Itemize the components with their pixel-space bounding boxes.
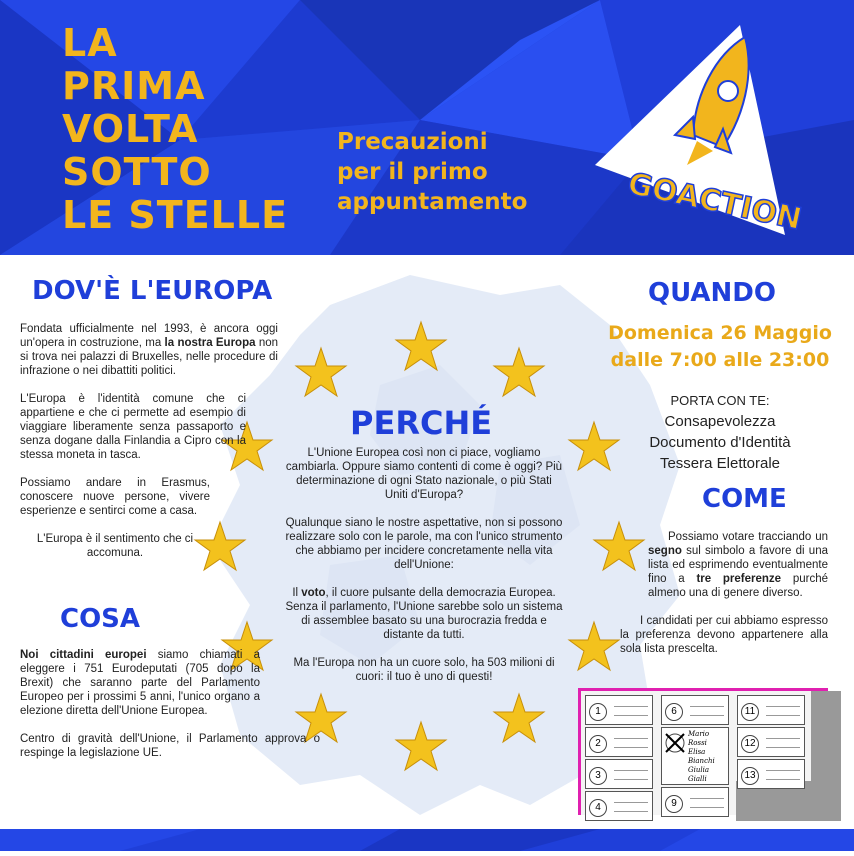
star-icon (492, 346, 546, 400)
dove-p1-text: non si trova nei palazzi di Bruxelles, nelle procedure di infrazione o nei dibattiti politici. (20, 337, 279, 377)
logo-text: GOACTION (624, 166, 805, 238)
title-line: LA (62, 21, 118, 65)
main-title (62, 22, 288, 237)
footer-banner (0, 829, 854, 851)
ballot-number: 4 (589, 799, 607, 817)
bring-list (610, 390, 830, 474)
goaction-logo (595, 25, 805, 250)
dove-paragraph: L'Europa è il sentimento che ci accomuna. (36, 533, 194, 559)
footer-pattern (0, 829, 854, 851)
ballot-box (737, 727, 805, 757)
come-paragraph (648, 530, 828, 600)
header-banner (0, 0, 854, 255)
title-line: LE STELLE (62, 193, 289, 237)
ballot-column (737, 695, 805, 791)
cosa-heading: COSA (60, 604, 141, 634)
dove-text (20, 322, 278, 574)
cosa-text (20, 648, 320, 774)
come-p1-bold: tre preferenze (696, 573, 782, 585)
come-text (620, 530, 828, 670)
dove-paragraph: L'Europa è l'identità comune che ci appartiene e che ci permette ad esempio di viaggiare liberamente senza passaporto e senza dogane dalla Finlandia a Cipro con la stessa moneta in tasca. (20, 393, 246, 461)
dove-p1-bold: la nostra Europa (164, 337, 256, 349)
ballot-column (661, 695, 729, 819)
bring-title: PORTA CON TE: (670, 393, 770, 408)
perche-text (284, 446, 564, 698)
star-icon (394, 720, 448, 774)
time-line: dalle 7:00 alle 23:00 (610, 349, 830, 371)
perche-paragraph (284, 586, 564, 642)
bring-item: Tessera Elettorale (659, 455, 781, 472)
star-icon (492, 692, 546, 746)
ballot-box (737, 759, 805, 789)
preference-name: Elisa Bianchi (688, 748, 715, 765)
preference-name: Mario Rossi (688, 730, 710, 747)
come-p1-bold: segno (648, 545, 682, 557)
election-date (600, 320, 840, 374)
subtitle-line: Precauzioni (337, 129, 488, 155)
ballot-box (585, 727, 653, 757)
ballot-box-marked (661, 727, 729, 785)
preference-name: Giulia Gialli (688, 766, 709, 783)
ballot-box (737, 695, 805, 725)
star-icon (567, 620, 621, 674)
star-icon (592, 520, 646, 574)
perche-heading: PERCHÉ (350, 404, 493, 442)
dove-paragraph: Possiamo andare in Erasmus, conoscere nuove persone, vivere esperienze e sentirci come a casa. (20, 477, 210, 517)
cosa-paragraph (20, 648, 260, 718)
ballot-box (585, 759, 653, 789)
ballot-box (661, 787, 729, 817)
star-icon (394, 320, 448, 374)
ballot-number: 13 (741, 767, 759, 785)
quando-heading: QUANDO (648, 278, 776, 308)
title-line: PRIMA (62, 64, 206, 108)
ballot-box (585, 791, 653, 821)
come-p1-text: Possiamo votare tracciando un (668, 531, 828, 543)
subtitle (337, 127, 527, 217)
come-p1-text: purché almeno una di genere diverso. (648, 573, 828, 599)
come-p1-text: sul simbolo a favore di una lista ed esprimendo eventualmente fino a (648, 545, 828, 585)
bring-item: Documento d'Identità (649, 434, 791, 451)
dove-p1-text: Fondata ufficialmente nel 1993, è ancora oggi un'opera in costruzione, ma (20, 323, 278, 349)
preference-names (688, 730, 728, 784)
subtitle-line: appuntamento (337, 189, 528, 215)
ballot-number: 1 (589, 703, 607, 721)
ballot-column (585, 695, 653, 823)
cosa-paragraph: Centro di gravità dell'Unione, il Parlamento approva o respinge la legislazione UE. (20, 733, 320, 759)
perche-p3-text: Il (292, 587, 302, 599)
come-heading: COME (702, 484, 787, 514)
ballot-number: 3 (589, 767, 607, 785)
ballot-number: 12 (741, 735, 759, 753)
title-line: VOLTA (62, 107, 199, 151)
perche-paragraph: Qualunque siano le nostre aspettative, non si possono realizzare solo con le parole, ma con l'unico strumento che abbiamo per incidere concretamente nella vita dell'Unione: (285, 517, 563, 571)
perche-paragraph: Ma l'Europa non ha un cuore solo, ha 503 milioni di cuori: il tuo è uno di questi! (293, 657, 555, 683)
star-icon (294, 346, 348, 400)
ballot-number: 9 (665, 795, 683, 813)
cosa-p1-bold: Noi cittadini europei (20, 649, 147, 661)
vote-cross-icon (664, 732, 686, 754)
ballot-number: 2 (589, 735, 607, 753)
ballot-illustration (578, 688, 828, 815)
ballot-box (661, 695, 729, 725)
ballot-box (585, 695, 653, 725)
bring-item: Consapevolezza (664, 413, 776, 430)
dove-heading: DOV'È L'EUROPA (32, 276, 273, 306)
cosa-p1-text: siamo chiamati a eleggere i 751 Eurodeputati (705 dopo la Brexit) che saranno parte del Parlamento Europeo per i prossimi 5 anni, l'unico organo a elezione diretta dell'Unione Europea. (20, 649, 260, 717)
ballot-number: 6 (665, 703, 683, 721)
title-line: SOTTO (62, 150, 212, 194)
subtitle-line: per il primo (337, 159, 488, 185)
date-line: Domenica 26 Maggio (608, 322, 832, 344)
ballot-number: 11 (741, 703, 759, 721)
perche-p3-bold: voto (301, 587, 326, 599)
come-paragraph: I candidati per cui abbiamo espresso la preferenza devono appartenere alla sola lista prescelta. (620, 615, 828, 655)
perche-p3-text: , il cuore pulsante della democrazia Europea. Senza il parlamento, l'Unione sarebbe solo un sistema di assemblee basato su una burocrazia fredda e distante da tutti. (285, 587, 563, 641)
perche-paragraph: L'Unione Europea così non ci piace, vogliamo cambiarla. Oppure siamo contenti di come è oggi? Più determinazione di ogni Stato nazionale, o più Stati Uniti d'Europa? (285, 447, 563, 501)
dove-paragraph (20, 322, 278, 378)
